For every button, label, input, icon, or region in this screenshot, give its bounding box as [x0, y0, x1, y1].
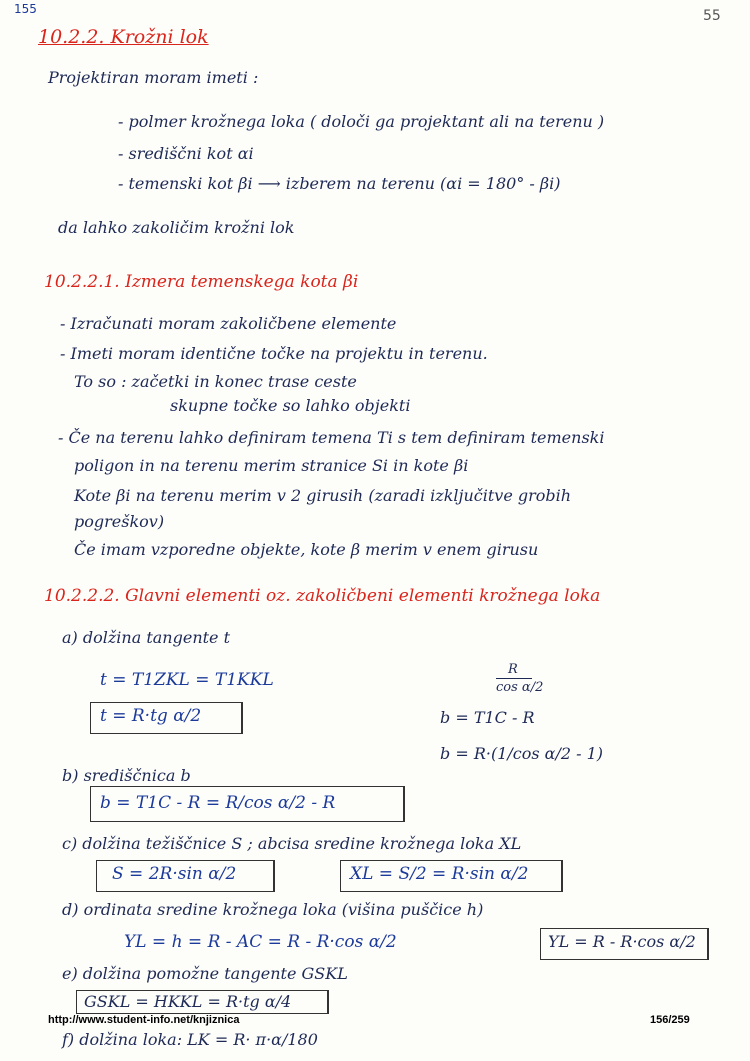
side-fraction-bar	[496, 678, 532, 679]
item-b-box-text: b = T1C - R = R/cos α/2 - R	[100, 793, 336, 813]
line-parallel-objects: Če imam vzporedne objekte, kote β merim v enem girusu	[74, 540, 539, 559]
item-d-box-text: YL = R - R·cos α/2	[548, 932, 696, 951]
line-errors: pogreškov)	[74, 512, 165, 531]
item-d-label: d) ordinata sredine krožnega loka (višina puščice h)	[62, 900, 484, 919]
line-polygon: poligon in na terenu merim stranice Si in kote βi	[74, 456, 469, 475]
item-e-label: e) dolžina pomožne tangente GSKL	[62, 964, 348, 983]
line-identical-points: - Imeti moram identične točke na projektu in terenu.	[60, 344, 488, 363]
bullet-radius: - polmer krožnega loka ( določi ga projektant ali na terenu )	[118, 112, 605, 131]
item-c-box-2-text: XL = S/2 = R·sin α/2	[350, 864, 529, 884]
line-two-sets: Kote βi na terenu merim v 2 girusih (zaradi izključitve grobih	[74, 486, 572, 505]
subsection-title-1: 10.2.2.1. Izmera temenskega kota βi	[44, 272, 359, 292]
intro-line: Projektiran moram imeti :	[48, 68, 259, 87]
side-r-denominator: cos α/2	[496, 680, 544, 695]
item-a-box-text: t = R·tg α/2	[100, 706, 202, 726]
item-a-equation: t = T1ZKL = T1KKL	[100, 670, 274, 690]
item-f-label: f) dolžina loka: LK = R· π·α/180	[62, 1030, 318, 1049]
item-d-equation: YL = h = R - AC = R - R·cos α/2	[124, 932, 397, 952]
footer-url[interactable]: http://www.student-info.net/knjiznica	[48, 1014, 240, 1026]
corner-page-number: 155	[14, 2, 37, 16]
footer-page-count: 156/259	[650, 1014, 690, 1026]
intro-end: da lahko zakoličim krožni lok	[58, 218, 295, 237]
subsection-title-2: 10.2.2.2. Glavni elementi oz. zakoličbeni elementi krožnega loka	[44, 586, 601, 606]
item-c-box-1-text: S = 2R·sin α/2	[112, 864, 237, 884]
side-b-line-1: b = T1C - R	[440, 708, 535, 727]
page-number: 55	[703, 8, 721, 24]
section-title: 10.2.2. Krožni lok	[38, 26, 209, 48]
line-vertices: - Če na terenu lahko definiram temena Ti s tem definiram temenski	[58, 428, 605, 447]
item-a-label: a) dolžina tangente t	[62, 628, 231, 647]
line-compute: - Izračunati moram zakoličbene elemente	[60, 314, 397, 333]
side-b-line-2: b = R·(1/cos α/2 - 1)	[440, 744, 604, 763]
item-c-label: c) dolžina težiščnice S ; abcisa sredine krožnega loka XL	[62, 834, 522, 853]
line-common-points: skupne točke so lahko objekti	[170, 396, 411, 415]
bullet-apex-angle: - temenski kot βi ⟶ izberem na terenu (αi = 180° - βi)	[118, 174, 561, 193]
item-e-box-text: GSKL = HKKL = R·tg α/4	[84, 992, 292, 1011]
line-these-are: To so : začetki in konec trase ceste	[74, 372, 357, 391]
item-b-label: b) središčnica b	[62, 766, 191, 785]
bullet-central-angle: - središčni kot αi	[118, 144, 254, 163]
side-r-numerator: R	[508, 662, 518, 677]
